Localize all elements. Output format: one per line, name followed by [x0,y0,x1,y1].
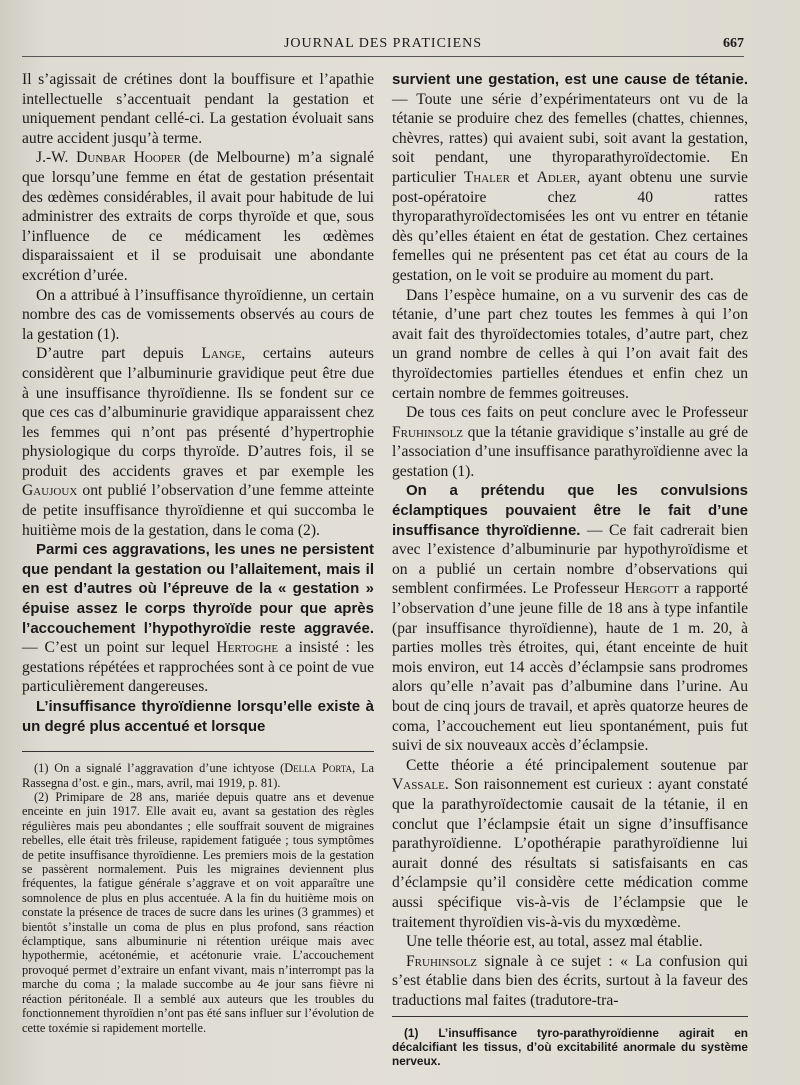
paragraph: On a attribué à l’insuffisance thyroïdienne, un certain nombre des cas de vomissements observés au cours de la gestation (1). [22,286,374,343]
running-title: JOURNAL DES PRATICIENS [283,36,483,51]
author-name: Gaujoux [22,482,78,500]
author-name: Fruhinsolz [392,423,464,441]
author-name: Della Porta [284,761,353,776]
right-column [392,70,748,1068]
paragraph: Parmi ces aggravations, les unes ne persistent que pendant la gestation ou l’allaitement, mais il en est d’autres où l’épreuve de la « gestation » épuise assez le corps thyroïde pour que après l’accouchement l’hypothyroïdie reste aggravée. — C’est un point sur lequel Hertoghe a insisté : les gestations répétées et rapprochées sont à ce point de vue particulièrement dangereuses. [22,541,374,696]
author-name: J.-W. Dunbar Hooper [36,149,181,167]
footnote: (1) On a signalé l’aggravation d’une ichtyose (Della Porta, La Rassegna d’ost. e gin., mars, avril, mai 1919, p. 81). [22,761,375,790]
paragraph: Une telle théorie est, au total, assez mal établie. [406,933,703,951]
paragraph: On a prétendu que les convulsions éclamptiques pouvaient être le fait d’une insuffisance thyroïdienne. — Ce fait cadrerait bien avec l’existence d’albuminurie par hypothyroïdisme et on a publié un certain nombre d’observations qui semblent confirmées. Le Professeur Hergott a rapporté l’observation d’une jeune fille de 18 ans à type infantile (par insuffisance thyroïdienne), haute de 1 m. 20, à parties molles très étroites, qui, étant enceinte de huit mois environ, eut 14 accès d’éclampsie sans prodromes alors qu’elle n’avait pas d’albumine dans l’urine. Au bout de cinq jours de travail, et après quatorze heures de coma, l’accouchement eut lieu spontanément, puis fut suivi de six nouveaux accès d’éclampsie. [392,482,749,755]
page-number: 667 [723,36,744,51]
paragraph: survient une gestation, est une cause de tétanie. — Toute une série d’expérimentateurs ont vu de la tétanie se produire chez des femelles (chattes, chiennes, chèvres, rattes) qui avaient subi, soit avant la gestation, soit pendant, une thyroparathyroïdectomie. En particulier Thaler et Adler, ayant obtenu une survie post-opératoire chez 40 rattes thyroparathyroïdectomisées les ont vu entrer en tétanie dès qu’elles étaient en état de gestation. Chez certaines femelles qui ne présentent pas cet état au cours de la gestation, on le voit se produire au moment du part. [392,71,748,284]
footnote: (2) Primipare de 28 ans, mariée depuis quatre ans et devenue enceinte en juin 1917. Elle avait eu, avant sa gestation des règles régulières mais peu abondantes ; elle souffrait souvent de migraines rebelles, elle était très frileuse, rapidement fatiguée ; tous symptômes de petite insuffisance thyroïdienne. Les premiers mois de la gestation se passèrent normalement. Puis les migraines deviennent plus fréquentes, la fatigue générale s’aggrave et on voit apparaître une somnolence de plus en plus accentuée. A la fin du huitième mois on constate la présence de traces de sucre dans les urines (3 grammes) et bientôt s’installe un coma de plus en plus profond, sans réaction éclamptique, sans albuminurie ni rétention uréique mais avec hypothermie, acétonémie, et acétonurie vraie. L’accouchement provoqué permet d’extraire un enfant vivant, mais n’interrompt pas la marche du coma ; la malade succombe au 4e jour sans fièvre ni réaction péritonéale. Il a semblé aux auteurs que les troubles du fonctionnement thyroïdien n’ont pas été sans influer sur l’évolution de cette toxémie si rapidement mortelle. [22,790,374,1035]
author-name: Thaler [463,168,510,186]
author-name: Adler [536,168,577,186]
paragraph: J.-W. Dunbar Hooper (de Melbourne) m’a signalé que lorsqu’une femme en état de gestation présentait des œdèmes considérables, il avait pour habitude de lui administrer des extraits de corps thyroïde et que, sous l’influence de ce médicament les œdèmes disparaissaient et il se produisait une abondante excrétion d’urée. [22,149,375,284]
author-name: Hergott [624,580,679,598]
paragraph: Dans l’espèce humaine, on a vu survenir des cas de tétanie, d’une part chez toutes les femmes à qui l’on avait fait des thyroïdectomies totales, d’autre part, chez un grand nombre de celles à qui l’on avait fait des thyroïdectomies partielles étendues et enfin chez un certain nombre de femmes goitreuses. [392,286,748,402]
paragraph: De tous ces faits on peut conclure avec le Professeur Fruhinsolz que la tétanie gravidique s’installe au gré de l’association d’une insuffisance parathyroïdienne avec la gestation (1). [392,404,748,480]
author-name: Lange [201,345,242,363]
footnotes-left [22,751,374,1035]
left-column [22,70,374,1035]
bold-heading-text: L’insuffisance thyroïdienne lorsqu’elle existe à un degré plus accentué et lorsque [22,698,374,735]
paragraph [22,697,374,736]
paragraph: Cette théorie a été principalement soutenue par Vassale. Son raisonnement est curieux : ayant constaté que la parathyroïdectomie causait de la tétanie, il en conclut que l’éclampsie était un signe d’insuffisance parathyroïdienne. L’opothérapie parathyroïdienne lui aurait donné des résultats si satisfaisants en cas d’éclampsie qu’il considère cette médication comme aussi spécifique vis-à-vis de l’éclampsie que le traitement thyroïdien vis-à-vis du myxœdème. [392,756,748,931]
bold-heading-text: Parmi ces aggravations, les unes ne persistent que pendant la gestation ou l’allaitement, mais il en est d’autres où l’épreuve de la « gestation » épuise assez le corps thyroïde pour que après l’accouchement l’hypothyroïdie reste aggravée. [22,541,374,637]
paragraph: D’autre part depuis Lange, certains auteurs considèrent que l’albuminurie gravidique peut être due à une insuffisance thyroïdienne. Ils se fondent sur ce que ces cas d’albuminurie gravidique apparaissent chez les femmes qui n’ont pas présenté d’hypertrophie physiologique du corps thyroïde. D’autres fois, il se produit des accidents graves et par exemple les Gaujoux ont publié l’observation d’une femme atteinte de petite insuffisance thyroïdienne et qui succomba le huitième mois de la gestation, dans le coma (2). [22,345,374,539]
paragraph: Il s’agissait de crétines dont la bouffisure et l’apathie intellectuelle s’accentuait pendant la gestation et uniquement pendant cellé-ci. La gestation évoluait sans autre accident jusqu’à terme. [22,71,374,147]
author-name: Fruhinsolz [406,952,478,970]
footnotes-right [392,1016,748,1068]
bold-heading-text: survient une gestation, est une cause de tétanie. [392,71,748,88]
author-name: Vassale [392,776,445,794]
page-header [22,36,744,57]
author-name: Hertoghe [216,639,279,657]
paragraph: Fruhinsolz signale à ce sujet : « La confusion qui s’est établie dans bien des écrits, surtout à la faveur des traductions mal faites (tradutore-tra- [392,952,748,1009]
bold-heading-text: On a prétendu que les convulsions éclamptiques pouvaient être le fait d’une insuffisance thyroïdienne. [392,482,748,539]
footnote: (1) L’insuffisance tyro-parathyroïdienne agirait en décalcifiant les tissus, d’où excitabilité anormale du système nerveux. [392,1025,748,1068]
